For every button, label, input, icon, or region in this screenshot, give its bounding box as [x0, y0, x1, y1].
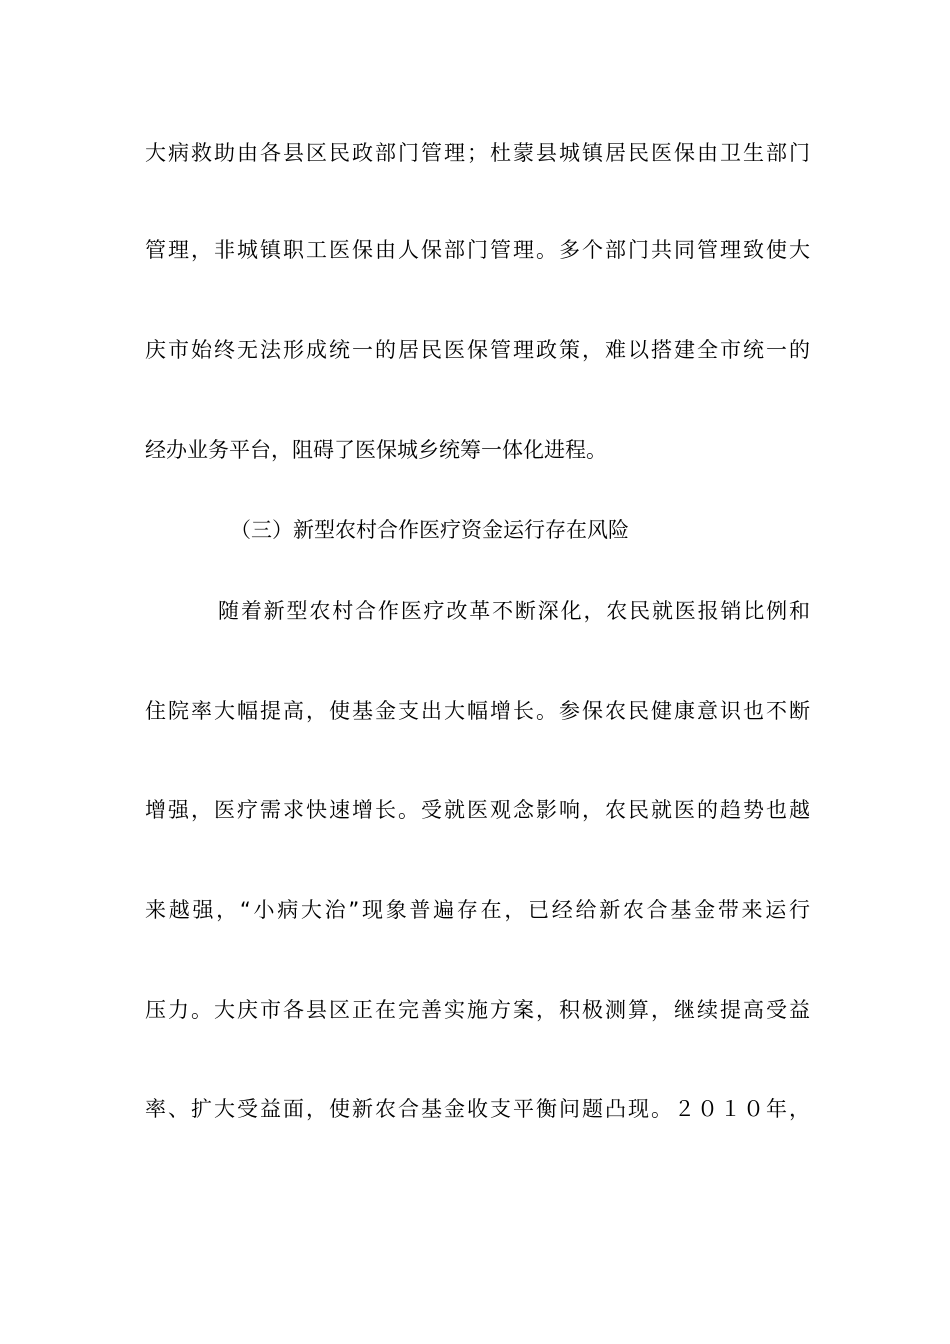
paragraph-line: 庆市始终无法形成统一的居民医保管理政策，难以搭建全市统一的: [145, 338, 810, 362]
paragraph-line: 率、扩大受益面，使新农合基金收支平衡问题凸现。２０１０年，: [145, 1097, 810, 1121]
paragraph-line: 增强，医疗需求快速增长。受就医观念影响，农民就医的趋势也越: [145, 798, 810, 822]
paragraph-line: 随着新型农村合作医疗改革不断深化，农民就医报销比例和: [218, 599, 810, 623]
paragraph-line: 管理，非城镇职工医保由人保部门管理。多个部门共同管理致使大: [145, 238, 810, 262]
paragraph-line: 住院率大幅提高，使基金支出大幅增长。参保农民健康意识也不断: [145, 699, 810, 723]
section-heading: （三）新型农村合作医疗资金运行存在风险: [230, 518, 629, 542]
paragraph-line: 经办业务平台，阻碍了医保城乡统筹一体化进程。: [145, 438, 607, 462]
paragraph-line: 来越强，“小病大治”现象普遍存在，已经给新农合基金带来运行: [145, 898, 810, 922]
paragraph-line: 压力。大庆市各县区正在完善实施方案，积极测算，继续提高受益: [145, 998, 810, 1022]
paragraph-line: 大病救助由各县区民政部门管理；杜蒙县城镇居民医保由卫生部门: [145, 141, 810, 165]
